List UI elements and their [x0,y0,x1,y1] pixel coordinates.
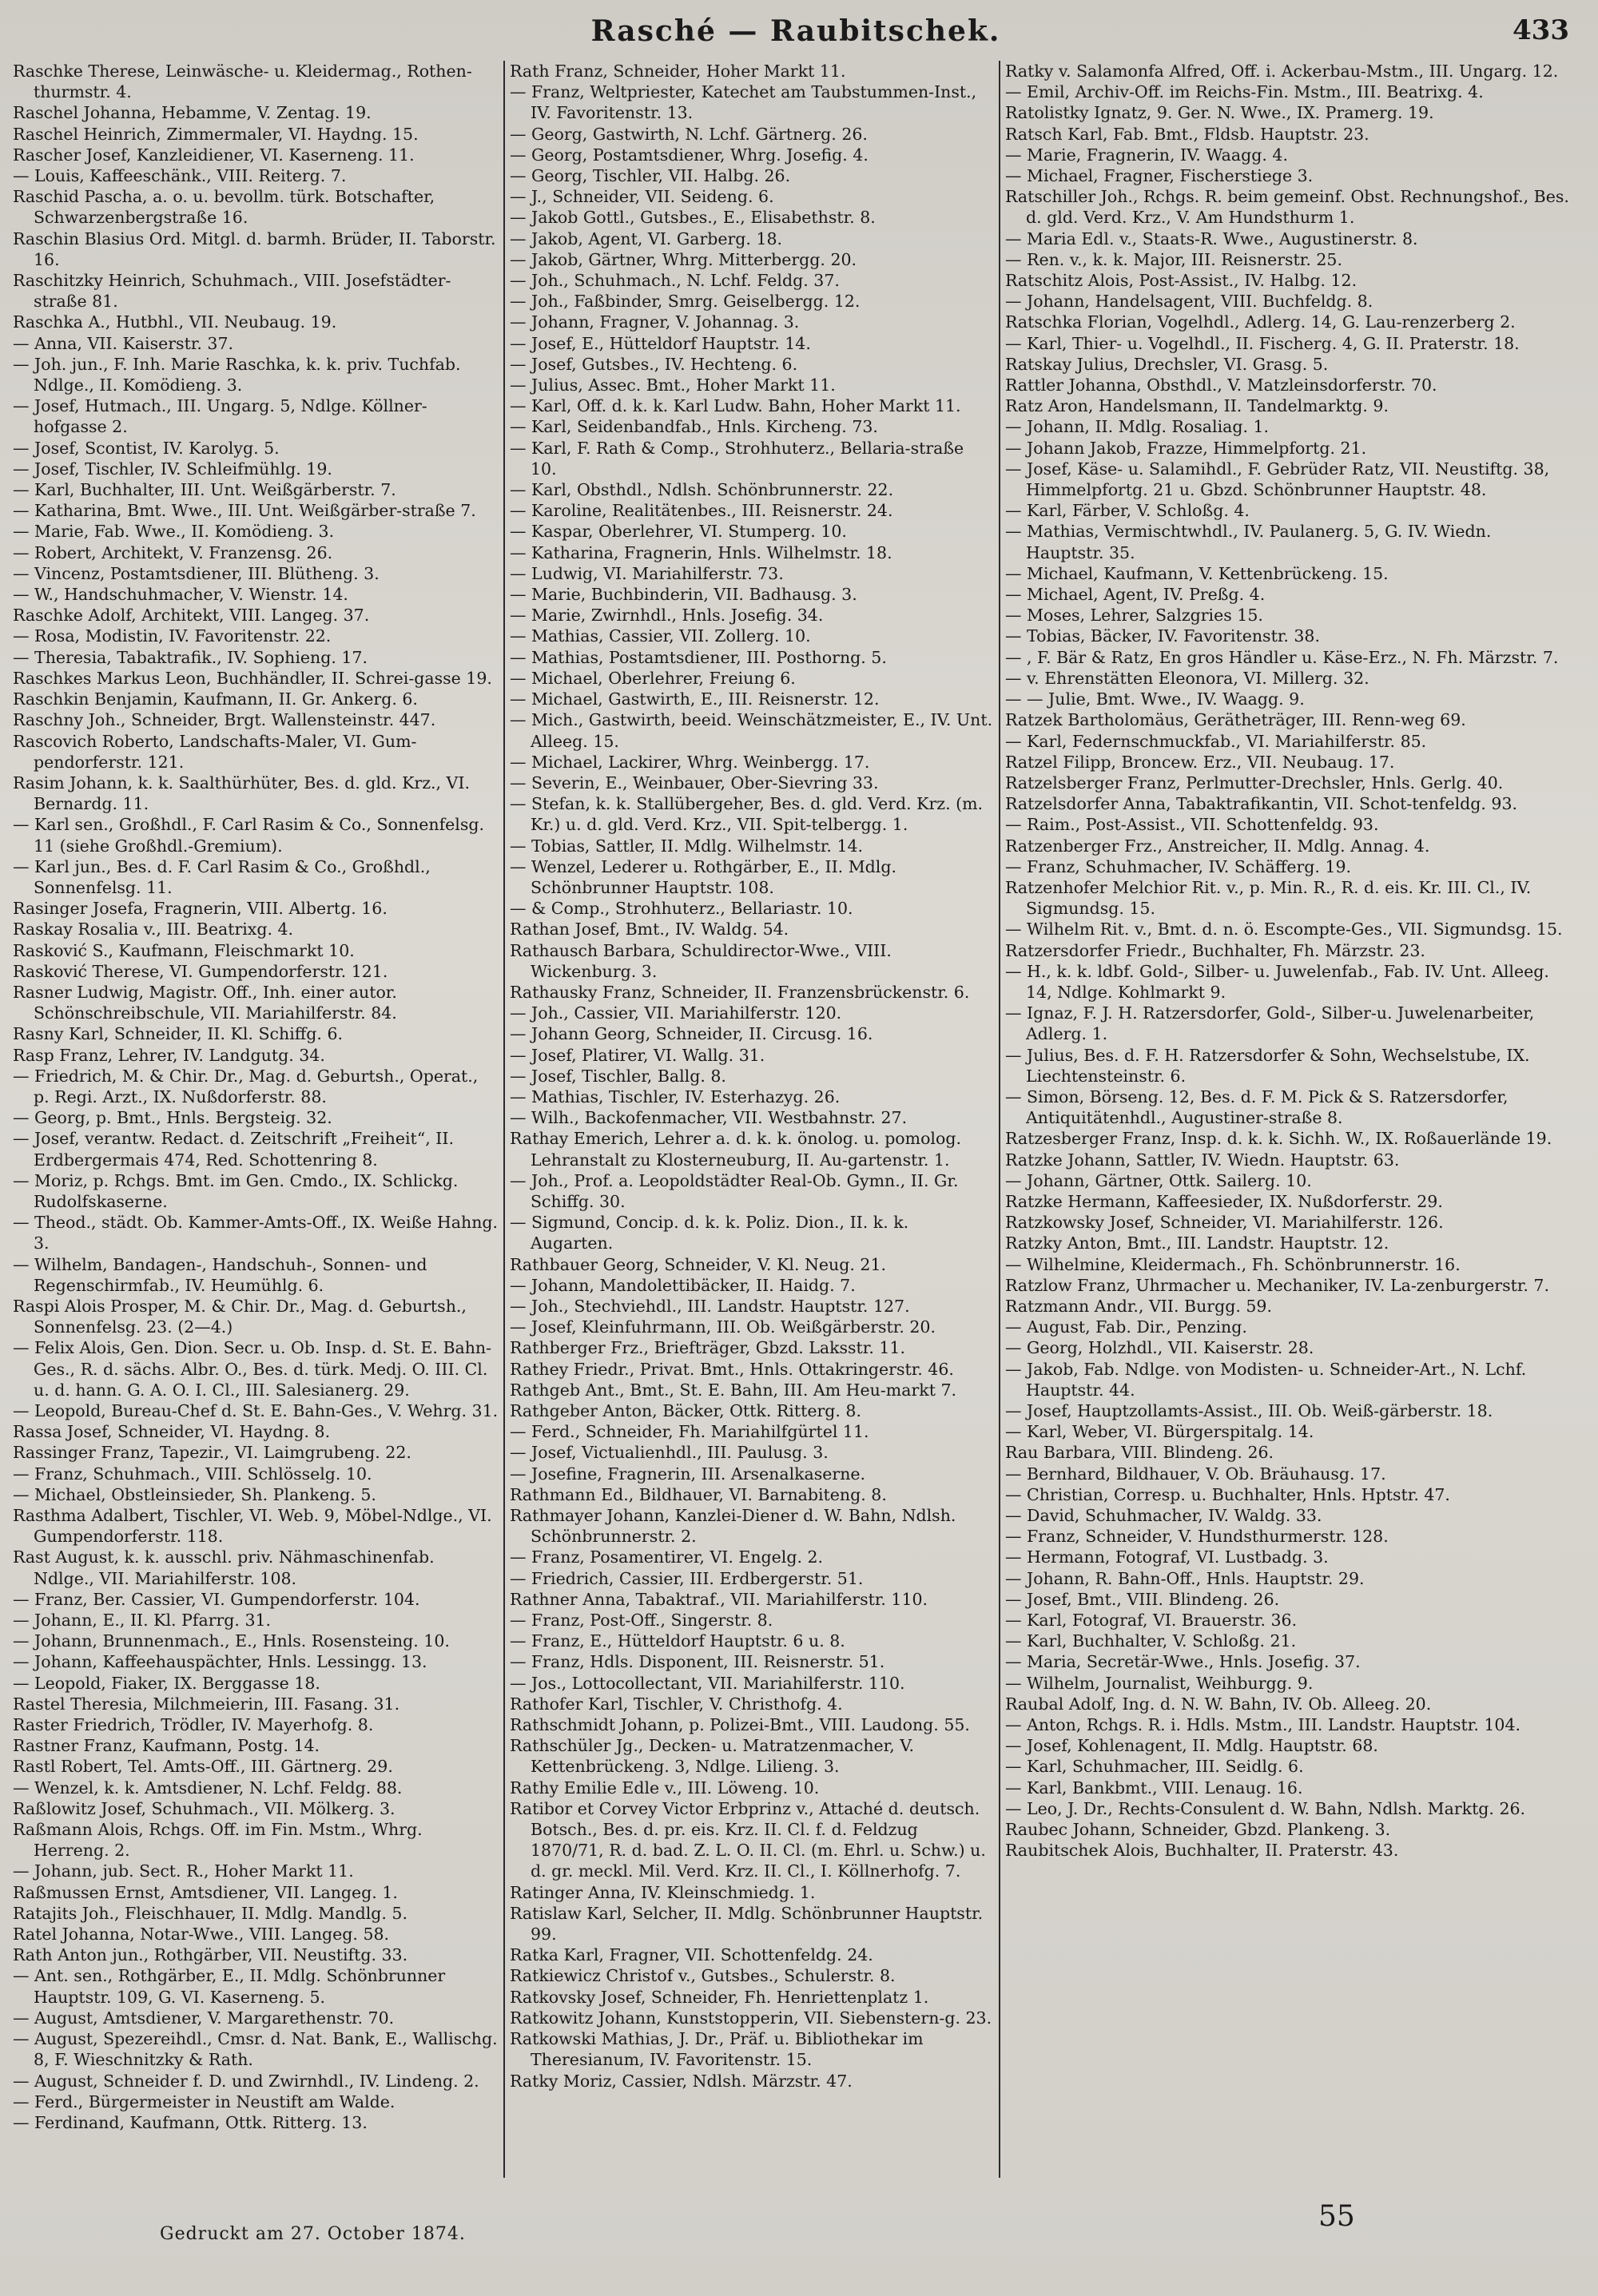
directory-entry: — H., k. k. ldbf. Gold-, Silber- u. Juwelenfab., Fab. IV. Unt. Alleeg. 14, Ndlge. Kohlmarkt 9. [1005,961,1549,1002]
directory-entry: — Felix Alois, Gen. Dion. Secr. u. Ob. Insp. d. St. E. Bahn-Ges., R. d. sächs. Albr. O., Bes. d. türk. Medj. O. III. Cl. u. d. hann. G. A. O. I. Cl., III. Salesianerg. 29. [13,1338,492,1400]
directory-entry: — Karl, Buchhalter, III. Unt. Weißgärberstr. 7. [13,480,396,500]
directory-entry: — Michael, Kaufmann, V. Kettenbrückeng. 15. [1005,563,1389,583]
directory-entry: — Ant. sen., Rothgärber, E., II. Mdlg. Schönbrunner Hauptstr. 109, G. VI. Kaserneng. 5. [13,1966,446,2007]
directory-entry: — Mathias, Tischler, IV. Esterhazyg. 26. [510,1086,841,1106]
directory-entry: Raschkes Markus Leon, Buchhändler, II. Schrei-gasse 19. [13,668,492,688]
directory-entry: — Joh., Faßbinder, Smrg. Geiselbergg. 12. [510,292,861,312]
directory-entry: Raschid Pascha, a. o. u. bevollm. türk. Botschafter, Schwarzenbergstraße 16. [13,187,435,228]
directory-entry: — & Comp., Strohhuterz., Bellariastr. 10. [510,899,853,919]
directory-entry: Ratel Johanna, Notar-Wwe., VIII. Langeg. 58. [13,1925,390,1944]
directory-entry: — Karl, Schuhmacher, III. Seidlg. 6. [1005,1757,1304,1777]
directory-entry: — Hermann, Fotograf, VI. Lustbadg. 3. [1005,1547,1329,1567]
directory-entry: — Bernhard, Bildhauer, V. Ob. Bräuhausg. 17. [1005,1464,1386,1484]
directory-entry: Ratzesberger Franz, Insp. d. k. k. Sichh. W., IX. Roßauerlände 19. [1005,1129,1552,1149]
directory-entry: Raspi Alois Prosper, M. & Chir. Dr., Mag. d. Geburtsh., Sonnenfelsg. 23. (2—4.) [13,1296,467,1337]
directory-entry: — Wenzel, k. k. Amtsdiener, N. Lchf. Feldg. 88. [13,1778,403,1797]
directory-entry: — Michael, Obstleinsieder, Sh. Plankeng. 5. [13,1484,376,1504]
directory-entry: — Joh. jun., F. Inh. Marie Raschka, k. k. priv. Tuchfab. Ndlge., II. Komödieng. 3. [13,354,461,395]
directory-entry: — Robert, Architekt, V. Franzensg. 26. [13,542,333,562]
directory-entry: Raubitschek Alois, Buchhalter, II. Praterstr. 43. [1005,1841,1399,1861]
directory-entry: Rasković S., Kaufmann, Fleischmarkt 10. [13,940,355,960]
directory-entry: — Johann, R. Bahn-Off., Hnls. Hauptstr. 29. [1005,1568,1365,1588]
directory-entry: — Leopold, Fiaker, IX. Berggasse 18. [13,1673,320,1693]
directory-entry: — Severin, E., Weinbauer, Ober-Sievring 33. [510,773,879,792]
directory-entry: Rath Anton jun., Rothgärber, VII. Neustiftg. 33. [13,1945,408,1965]
directory-entry: Rathay Emerich, Lehrer a. d. k. k. önolog. u. pomolog. Lehranstalt zu Klosterneuburg, II. Au-gartenstr. 1. [510,1129,961,1170]
directory-entry: — Julius, Assec. Bmt., Hoher Markt 11. [510,375,836,395]
directory-entry: Rathausky Franz, Schneider, II. Franzensbrückenstr. 6. [510,982,970,1002]
directory-entry: Rathy Emilie Edle v., III. Löweng. 10. [510,1778,820,1797]
directory-entry: Raster Friedrich, Trödler, IV. Mayerhofg. 8. [13,1715,374,1735]
directory-entry: — August, Amtsdiener, V. Margarethenstr. 70. [13,2008,395,2028]
directory-entry: — Franz, Post-Off., Singerstr. 8. [510,1611,773,1631]
directory-entry: Rathgeber Anton, Bäcker, Ottk. Ritterg. 8. [510,1401,861,1420]
directory-entry: — Rosa, Modistin, IV. Favoritenstr. 22. [13,626,332,646]
directory-entry: Ratzke Johann, Sattler, IV. Wiedn. Hauptstr. 63. [1005,1150,1400,1170]
directory-entry: — Franz, Schuhmacher, IV. Schäfferg. 19. [1005,856,1352,876]
directory-entry: Ratschka Florian, Vogelhdl., Adlerg. 14, G. Lau-renzerberg 2. [1005,312,1516,332]
directory-entry: — Joh., Schuhmach., N. Lchf. Feldg. 37. [510,271,840,291]
directory-entry: Rascher Josef, Kanzleidiener, VI. Kaserneng. 11. [13,145,415,165]
directory-entry: Rau Barbara, VIII. Blindeng. 26. [1005,1443,1274,1463]
directory-entry: Rasković Therese, VI. Gumpendorferstr. 121. [13,961,388,981]
directory-entry: — Marie, Fab. Wwe., II. Komödieng. 3. [13,522,335,542]
directory-entry: Raschke Therese, Leinwäsche- u. Kleidermag., Rothen-thurmstr. 4. [13,62,472,102]
directory-entry: — Josef, verantw. Redact. d. Zeitschrift „Freiheit“, II. Erdbergermais 474, Red. Schottenring 8. [13,1129,455,1170]
print-date: Gedruckt am 27. October 1874. [160,2224,466,2244]
column-left [8,61,505,2178]
directory-entry: — Johann, jub. Sect. R., Hoher Markt 11. [13,1861,354,1881]
directory-entry: Rathschmidt Johann, p. Polizei-Bmt., VIII. Laudong. 55. [510,1715,970,1735]
directory-entry: — Karl, Bankbmt., VIII. Lenaug. 16. [1005,1778,1303,1797]
directory-entry: — Sigmund, Concip. d. k. k. Poliz. Dion., II. k. k. Augarten. [510,1213,909,1253]
directory-entry: Ratkovsky Josef, Schneider, Fh. Henriettenplatz 1. [510,1987,929,2007]
directory-entry: Ratibor et Corvey Victor Erbprinz v., Attaché d. deutsch. Botsch., Bes. d. pr. eis. Krz. II. Cl. f. d. Feldzug 1870/71, R. d. bad. Z. L. O. II. Cl. (m. Ehrl. u. Schw.) u. d. gr. meckl. Mil. Verd. Krz. II. Cl., I. Köllnerhofg. 7. [510,1798,986,1881]
directory-entry: Ratislaw Karl, Selcher, II. Mdlg. Schönbrunner Hauptstr. 99. [510,1903,984,1944]
directory-entry: — Anton, Rchgs. R. i. Hdls. Mstm., III. Landstr. Hauptstr. 104. [1005,1715,1521,1735]
directory-entry: — Simon, Börseng. 12, Bes. d. F. M. Pick & S. Ratzersdorfer, Antiquitätenhdl., Augustiner-straße 8. [1005,1086,1509,1128]
directory-entry: — Anna, VII. Kaiserstr. 37. [13,333,233,353]
directory-entry: Ratkiewicz Christof v., Gutsbes., Schulerstr. 8. [510,1966,896,1986]
directory-entry: Ratkowski Mathias, J. Dr., Präf. u. Bibliothekar im Theresianum, IV. Favoritenstr. 15. [510,2029,924,2070]
directory-entry: Raßmussen Ernst, Amtsdiener, VII. Langeg. 1. [13,1882,398,1902]
directory-entry: — Theresia, Tabaktrafik., IV. Sophieng. 17. [13,647,368,667]
directory-entry: — Georg, Tischler, VII. Halbg. 26. [510,166,791,186]
directory-entry: — Johann, E., II. Kl. Pfarrg. 31. [13,1611,272,1631]
directory-entry: Rasp Franz, Lehrer, IV. Landgutg. 34. [13,1045,325,1065]
directory-entry: — Michael, Gastwirth, E., III. Reisnerstr. 12. [510,689,880,709]
directory-entry: — Franz, Schneider, V. Hundsthurmerstr. 128. [1005,1527,1389,1547]
page-footer [0,2200,1598,2248]
directory-entry: Raschke Adolf, Architekt, VIII. Langeg. 37. [13,606,370,626]
directory-entry: — Theod., städt. Ob. Kammer-Amts-Off., IX. Weiße Hahng. 3. [13,1213,499,1253]
directory-entry: — Karl, Buchhalter, V. Schloßg. 21. [1005,1631,1297,1651]
directory-entry: — Ren. v., k. k. Major, III. Reisnerstr. 25. [1005,249,1342,269]
directory-entry: Ratzkowsky Josef, Schneider, VI. Mariahilferstr. 126. [1005,1213,1444,1233]
directory-entry: Rathan Josef, Bmt., IV. Waldg. 54. [510,920,789,939]
directory-entry: Rasthma Adalbert, Tischler, VI. Web. 9, Möbel-Ndlge., VI. Gumpendorferstr. 118. [13,1506,492,1547]
directory-entry: Rathey Friedr., Privat. Bmt., Hnls. Ottakringerstr. 46. [510,1359,954,1379]
directory-entry: — Georg, Gastwirth, N. Lchf. Gärtnerg. 26. [510,124,868,144]
directory-entry: — Karl sen., Großhdl., F. Carl Rasim & Co., Sonnenfelsg. 11 (siehe Großhdl.-Gremium). [13,815,485,856]
directory-entry: — Tobias, Bäcker, IV. Favoritenstr. 38. [1005,626,1320,646]
directory-entry: Ratz Aron, Handelsmann, II. Tandelmarktg. 9. [1005,396,1389,416]
directory-entry: Ratzke Hermann, Kaffeesieder, IX. Nußdorferstr. 29. [1005,1191,1443,1211]
directory-entry: Raschel Johanna, Hebamme, V. Zentag. 19. [13,103,372,123]
directory-entry: Rasner Ludwig, Magistr. Off., Inh. einer autor. Schönschreibschule, VII. Mariahilferstr. 84. [13,982,397,1023]
directory-entry: — Joh., Cassier, VII. Mariahilferstr. 120. [510,1003,842,1023]
directory-entry: — Josef, Kleinfuhrmann, III. Ob. Weißgärberstr. 20. [510,1317,936,1337]
directory-entry: — August, Schneider f. D. und Zwirnhdl., IV. Lindeng. 2. [13,2071,479,2091]
directory-entry: Ratzlow Franz, Uhrmacher u. Mechaniker, IV. La-zenburgerstr. 7. [1005,1275,1549,1295]
directory-entry: Ratzky Anton, Bmt., III. Landstr. Hauptstr. 12. [1005,1233,1389,1253]
directory-entry: — Johann, II. Mdlg. Rosaliag. 1. [1005,417,1270,437]
directory-entry: — Wilhelmine, Kleidermach., Fh. Schönbrunnerstr. 16. [1005,1254,1461,1274]
directory-entry: — Michael, Agent, IV. Preßg. 4. [1005,585,1266,605]
directory-entry: — Julius, Bes. d. F. H. Ratzersdorfer & Sohn, Wechselstube, IX. Liechtensteinstr. 6. [1005,1045,1530,1086]
directory-entry: Rast August, k. k. ausschl. priv. Nähmaschinenfab. Ndlge., VII. Mariahilferstr. 108. [13,1547,435,1588]
directory-entry: — Jakob, Agent, VI. Garberg. 18. [510,228,783,248]
directory-entry: — W., Handschuhmacher, V. Wienstr. 14. [13,585,348,605]
directory-entry: Rathner Anna, Tabaktraf., VII. Mariahilferstr. 110. [510,1589,928,1609]
directory-entry: Rathschüler Jg., Decken- u. Matratzenmacher, V. Kettenbrückeng. 3, Ndlge. Lilieng. 3. [510,1736,914,1777]
directory-entry: — Franz, Posamentirer, VI. Engelg. 2. [510,1547,824,1567]
directory-entry: — Karl, Weber, VI. Bürgerspitalg. 14. [1005,1422,1314,1442]
directory-entry: — Mathias, Cassier, VII. Zollerg. 10. [510,626,811,646]
directory-entry: Rasim Johann, k. k. Saalthürhüter, Bes. d. gld. Krz., VI. Bernardg. 11. [13,773,470,814]
directory-entry: Rathmayer Johann, Kanzlei-Diener d. W. Bahn, Ndlsh. Schönbrunnerstr. 2. [510,1506,956,1547]
directory-entry: Ratzelsberger Franz, Perlmutter-Drechsler, Hnls. Gerlg. 40. [1005,773,1504,792]
directory-entry: — Johann, Fragner, V. Johannag. 3. [510,312,800,332]
directory-entry: Ratzmann Andr., VII. Burgg. 59. [1005,1296,1272,1316]
directory-entry: — Josef, Victualienhdl., III. Paulusg. 3. [510,1443,829,1463]
directory-entry: — Emil, Archiv-Off. im Reichs-Fin. Mstm., III. Beatrixg. 4. [1005,82,1484,102]
directory-entry: — Katharina, Bmt. Wwe., III. Unt. Weißgärber-straße 7. [13,501,476,521]
directory-entry: Ratky Moriz, Cassier, Ndlsh. Märzstr. 47. [510,2071,853,2091]
directory-entry: — Wilhelm, Bandagen-, Handschuh-, Sonnen- und Regenschirmfab., IV. Heumühlg. 6. [13,1254,427,1295]
directory-entry: Rathbauer Georg, Schneider, V. Kl. Neug. 21. [510,1254,887,1274]
directory-entry: — Karoline, Realitätenbes., III. Reisnerstr. 24. [510,501,893,521]
directory-entry: — August, Fab. Dir., Penzing. [1005,1317,1247,1337]
directory-entry: — Ludwig, VI. Mariahilferstr. 73. [510,563,784,583]
directory-entry: — Franz, Weltpriester, Katechet am Taubstummen-Inst., IV. Favoritenstr. 13. [510,82,977,123]
directory-entry: — Jos., Lottocollectant, VII. Mariahilferstr. 110. [510,1673,905,1693]
directory-entry: Raubec Johann, Schneider, Gbzd. Plankeng. 3. [1005,1820,1391,1840]
directory-entry: — Mathias, Postamtsdiener, III. Posthorng. 5. [510,647,887,667]
directory-entry: Rathmann Ed., Bildhauer, VI. Barnabiteng. 8. [510,1484,887,1504]
directory-entry: Rathofer Karl, Tischler, V. Christhofg. 4. [510,1694,843,1714]
directory-entry: — — Julie, Bmt. Wwe., IV. Waagg. 9. [1005,689,1305,709]
directory-entry: — Josef, Kohlenagent, II. Mdlg. Hauptstr. 68. [1005,1736,1378,1756]
directory-entry: Ratzek Bartholomäus, Gerätheträger, III. Renn-weg 69. [1005,710,1466,730]
directory-entry: — Marie, Buchbinderin, VII. Badhausg. 3. [510,585,857,605]
directory-entry: Rascovich Roberto, Landschafts-Maler, VI. Gum-pendorferstr. 121. [13,731,417,772]
signature-mark: 55 [1318,2200,1355,2233]
directory-entry: Raschin Blasius Ord. Mitgl. d. barmh. Brüder, II. Taborstr. 16. [13,228,496,269]
directory-entry: — Karl, F. Rath & Comp., Strohhuterz., Bellaria-straße 10. [510,438,964,479]
directory-entry: — Josef, Gutsbes., IV. Hechteng. 6. [510,354,798,374]
directory-entry: Raschka A., Hutbhl., VII. Neubaug. 19. [13,312,337,332]
column-right [1000,61,1574,2178]
directory-entry: — Franz, E., Hütteldorf Hauptstr. 6 u. 8. [510,1631,845,1651]
directory-entry: — Michael, Oberlehrer, Freiung 6. [510,668,796,688]
directory-entry: Raßmann Alois, Rchgs. Off. im Fin. Mstm., Whrg. Herreng. 2. [13,1820,423,1861]
directory-entry: Rassa Josef, Schneider, VI. Haydng. 8. [13,1422,331,1442]
column-middle [505,61,1000,2178]
directory-entry: Ratky v. Salamonfa Alfred, Off. i. Ackerbau-Mstm., III. Ungarg. 12. [1005,62,1559,81]
directory-entry: — Leopold, Bureau-Chef d. St. E. Bahn-Ges., V. Wehrg. 31. [13,1401,499,1420]
directory-entry: Rathausch Barbara, Schuldirector-Wwe., VIII. Wickenburg. 3. [510,940,892,981]
directory-entry: Raubal Adolf, Ing. d. N. W. Bahn, IV. Ob. Alleeg. 20. [1005,1694,1432,1714]
directory-entry: — Wilhelm, Journalist, Weihburgg. 9. [1005,1673,1314,1693]
directory-entry: — Ferdinand, Kaufmann, Ottk. Ritterg. 13. [13,2112,368,2132]
directory-entry: — Karl, Seidenbandfab., Hnls. Kircheng. 73. [510,417,878,437]
directory-entry: Ratzelsdorfer Anna, Tabaktrafikantin, VII. Schot-tenfeldg. 93. [1005,794,1518,814]
directory-entry: — , F. Bär & Ratz, En gros Händler u. Käse-Erz., N. Fh. Märzstr. 7. [1005,647,1559,667]
directory-entry: — Karl, Off. d. k. k. Karl Ludw. Bahn, Hoher Markt 11. [510,396,961,416]
directory-entry: — Georg, Holzhdl., VII. Kaiserstr. 28. [1005,1338,1314,1358]
directory-entry: — Wilh., Backofenmacher, VII. Westbahnstr. 27. [510,1108,908,1128]
directory-entry: — Maria, Secretär-Wwe., Hnls. Josefig. 37. [1005,1652,1361,1672]
page-header [14,11,1577,58]
directory-entry: Ratschitz Alois, Post-Assist., IV. Halbg. 12. [1005,271,1358,291]
directory-entry: — Georg, Postamtsdiener, Whrg. Josefig. 4. [510,145,869,165]
directory-entry: Ratzenhofer Melchior Rit. v., p. Min. R., R. d. eis. Kr. III. Cl., IV. Sigmundsg. 15. [1005,877,1532,919]
directory-entry: Raßlowitz Josef, Schuhmach., VII. Mölkerg. 3. [13,1798,396,1818]
directory-entry: Raschny Joh., Schneider, Brgt. Wallensteinstr. 447. [13,710,436,730]
directory-entry: — Joh., Stechviehdl., III. Landstr. Hauptstr. 127. [510,1296,910,1316]
directory-entry: — Johann, Handelsagent, VIII. Buchfeldg. 8. [1005,292,1373,312]
directory-entry: Rattler Johanna, Obsthdl., V. Matzleinsdorferstr. 70. [1005,375,1437,395]
directory-entry: — Raim., Post-Assist., VII. Schottenfeldg. 93. [1005,815,1379,835]
directory-entry: Raschel Heinrich, Zimmermaler, VI. Haydng. 15. [13,124,419,144]
directory-entry: — Josefine, Fragnerin, III. Arsenalkaserne. [510,1464,866,1484]
directory-entry: — Josef, Tischler, IV. Schleifmühlg. 19. [13,459,332,479]
directory-entry: Ratka Karl, Fragner, VII. Schottenfeldg. 24. [510,1945,873,1965]
directory-entry: — Joh., Prof. a. Leopoldstädter Real-Ob. Gymn., II. Gr. Schiffg. 30. [510,1170,959,1211]
directory-entry: — Johann, Kaffeehauspächter, Hnls. Lessingg. 13. [13,1652,427,1672]
entry-columns [8,61,1574,2178]
directory-entry: — Georg, p. Bmt., Hnls. Bergsteig. 32. [13,1108,332,1128]
directory-entry: Rathgeb Ant., Bmt., St. E. Bahn, III. Am Heu-markt 7. [510,1380,957,1400]
directory-entry: Ratsch Karl, Fab. Bmt., Fldsb. Hauptstr. 23. [1005,124,1369,144]
directory-entry: Ratskay Julius, Drechsler, VI. Grasg. 5. [1005,354,1329,374]
directory-entry: — Michael, Lackirer, Whrg. Weinbergg. 17. [510,752,870,772]
directory-entry: — Johann, Brunnenmach., E., Hnls. Rosensteing. 10. [13,1631,450,1651]
directory-entry: — Moriz, p. Rchgs. Bmt. im Gen. Cmdo., IX. Schlickg. Rudolfskaserne. [13,1170,459,1211]
directory-entry: — Friedrich, Cassier, III. Erdbergerstr. 51. [510,1568,864,1588]
directory-entry: — Josef, Tischler, Ballg. 8. [510,1066,726,1086]
directory-entry: Rasinger Josefa, Fragnerin, VIII. Albertg. 16. [13,899,388,919]
directory-entry: — Johann Georg, Schneider, II. Circusg. 16. [510,1024,873,1044]
directory-entry: Raschitzky Heinrich, Schuhmach., VIII. Josefstädter-straße 81. [13,271,451,312]
directory-entry: — Ferd., Bürgermeister in Neustift am Walde. [13,2091,396,2111]
directory-entry: — Leo, J. Dr., Rechts-Consulent d. W. Bahn, Ndlsh. Marktg. 26. [1005,1798,1526,1818]
directory-entry: — Franz, Hdls. Disponent, III. Reisnerstr. 51. [510,1652,885,1672]
directory-entry: Rathberger Frz., Briefträger, Gbzd. Laksstr. 11. [510,1338,905,1358]
directory-entry: — Tobias, Sattler, II. Mdlg. Wilhelmstr. 14. [510,836,864,856]
directory-entry: — J., Schneider, VII. Seideng. 6. [510,187,774,207]
directory-entry: — Johann Jakob, Frazze, Himmelpfortg. 21. [1005,438,1367,458]
directory-entry: — Vincenz, Postamtsdiener, III. Blütheng. 3. [13,563,380,583]
directory-entry: — Michael, Fragner, Fischerstiege 3. [1005,166,1314,186]
directory-entry: — Josef, Hauptzollamts-Assist., III. Ob. Weiß-gärberstr. 18. [1005,1401,1493,1420]
directory-entry: — Stefan, k. k. Stallübergeher, Bes. d. gld. Verd. Krz. (m. Kr.) u. d. gld. Verd. Krz., VII. Spit-telbergg. 1. [510,794,984,835]
directory-entry: — Karl, Obsthdl., Ndlsh. Schönbrunnerstr. 22. [510,480,894,500]
directory-entry: — Franz, Ber. Cassier, VI. Gumpendorferstr. 104. [13,1589,420,1609]
directory-entry: — Mich., Gastwirth, beeid. Weinschätzmeister, E., IV. Unt. Alleeg. 15. [510,710,993,751]
directory-entry: — Karl, Federnschmuckfab., VI. Mariahilferstr. 85. [1005,731,1427,751]
directory-entry: — Johann, Gärtner, Ottk. Sailerg. 10. [1005,1170,1312,1190]
directory-entry: Ratajits Joh., Fleischhauer, II. Mdlg. Mandlg. 5. [13,1903,407,1923]
directory-entry: — Ferd., Schneider, Fh. Mariahilfgürtel 11. [510,1422,869,1442]
directory-entry: — Louis, Kaffeeschänk., VIII. Reiterg. 7. [13,166,347,186]
directory-entry: — Jakob, Fab. Ndlge. von Modisten- u. Schneider-Art., N. Lchf. Hauptstr. 44. [1005,1359,1527,1400]
directory-entry: — Kaspar, Oberlehrer, VI. Stumperg. 10. [510,522,847,542]
directory-entry: Ratolistky Ignatz, 9. Ger. N. Wwe., IX. Pramerg. 19. [1005,103,1434,123]
directory-entry: — Marie, Fragnerin, IV. Waagg. 4. [1005,145,1288,165]
directory-entry: Raschkin Benjamin, Kaufmann, II. Gr. Ankerg. 6. [13,689,418,709]
directory-entry: — Johann, Mandolettibäcker, II. Haidg. 7. [510,1275,856,1295]
directory-entry: — Josef, Bmt., VIII. Blindeng. 26. [1005,1589,1280,1609]
directory-entry: Rastel Theresia, Milchmeierin, III. Fasang. 31. [13,1694,400,1714]
directory-entry: — Ignaz, F. J. H. Ratzersdorfer, Gold-, Silber-u. Juwelenarbeiter, Adlerg. 1. [1005,1003,1535,1044]
directory-entry: Ratzenberger Frz., Anstreicher, II. Mdlg. Annag. 4. [1005,836,1430,856]
directory-entry: — Katharina, Fragnerin, Hnls. Wilhelmstr. 18. [510,542,892,562]
directory-entry: Rassinger Franz, Tapezir., VI. Laimgrubeng. 22. [13,1443,411,1463]
directory-entry: — Moses, Lehrer, Salzgries 15. [1005,606,1263,626]
directory-entry: — Maria Edl. v., Staats-R. Wwe., Augustinerstr. 8. [1005,228,1418,248]
directory-entry: Rastner Franz, Kaufmann, Postg. 14. [13,1736,320,1756]
directory-entry: Rasny Karl, Schneider, II. Kl. Schiffg. 6. [13,1024,344,1044]
directory-entry: — Jakob Gottl., Gutsbes., E., Elisabethstr. 8. [510,208,876,228]
directory-entry: — Franz, Schuhmach., VIII. Schlösselg. 10. [13,1464,372,1484]
directory-entry: Ratkowitz Johann, Kunststopperin, VII. Siebenstern-g. 23. [510,2008,992,2028]
directory-entry: — Karl, Färber, V. Schloßg. 4. [1005,501,1250,521]
directory-entry: — August, Spezereihdl., Cmsr. d. Nat. Bank, E., Wallischg. 8, F. Wieschnitzky & Rath. [13,2029,498,2070]
directory-entry: — Karl, Fotograf, VI. Brauerstr. 36. [1005,1611,1298,1631]
directory-entry: Ratzersdorfer Friedr., Buchhalter, Fh. Märzstr. 23. [1005,940,1425,960]
directory-entry: — Wilhelm Rit. v., Bmt. d. n. ö. Escompte-Ges., VII. Sigmundsg. 15. [1005,920,1563,939]
directory-entry: — Josef, Käse- u. Salamihdl., F. Gebrüder Ratz, VII. Neustiftg. 38, Himmelpfortg. 21 u. Gbzd. Schönbrunner Hauptstr. 48. [1005,459,1550,500]
directory-entry: — v. Ehrenstätten Eleonora, VI. Millerg. 32. [1005,668,1369,688]
directory-entry: — Christian, Corresp. u. Buchhalter, Hnls. Hptstr. 47. [1005,1484,1450,1504]
directory-entry: Rastl Robert, Tel. Amts-Off., III. Gärtnerg. 29. [13,1757,393,1777]
directory-entry: Ratschiller Joh., Rchgs. R. beim gemeinf. Obst. Rechnungshof., Bes. d. gld. Verd. Krz., V. Am Hundsthurm 1. [1005,187,1569,228]
page-number: 433 [1513,14,1569,46]
directory-entry: Rath Franz, Schneider, Hoher Markt 11. [510,62,846,81]
directory-entry: — Josef, Hutmach., III. Ungarg. 5, Ndlge. Köllner-hofgasse 2. [13,396,427,437]
directory-entry: — Josef, E., Hütteldorf Hauptstr. 14. [510,333,811,353]
directory-entry: — Karl, Thier- u. Vogelhdl., II. Fischerg. 4, G. II. Praterstr. 18. [1005,333,1520,353]
directory-entry: — David, Schuhmacher, IV. Waldg. 33. [1005,1506,1322,1526]
directory-entry: — Jakob, Gärtner, Whrg. Mitterbergg. 20. [510,249,857,269]
directory-entry: — Marie, Zwirnhdl., Hnls. Josefig. 34. [510,606,824,626]
directory-entry: Ratzel Filipp, Broncew. Erz., VII. Neubaug. 17. [1005,752,1395,772]
directory-entry: — Karl jun., Bes. d. F. Carl Rasim & Co., Großhdl., Sonnenfelsg. 11. [13,856,431,897]
directory-entry: Raskay Rosalia v., III. Beatrixg. 4. [13,920,294,939]
directory-entry: — Josef, Scontist, IV. Karolyg. 5. [13,438,280,458]
running-head: Rasché — Raubitschek. [590,14,1001,48]
directory-entry: Ratinger Anna, IV. Kleinschmiedg. 1. [510,1882,816,1902]
directory-entry: — Mathias, Vermischtwhdl., IV. Paulanerg. 5, G. IV. Wiedn. Hauptstr. 35. [1005,522,1492,562]
directory-entry: — Friedrich, M. & Chir. Dr., Mag. d. Geburtsh., Operat., p. Regi. Arzt., IX. Nußdorferstr. 88. [13,1066,479,1106]
directory-entry: — Josef, Platirer, VI. Wallg. 31. [510,1045,765,1065]
directory-entry: — Wenzel, Lederer u. Rothgärber, E., II. Mdlg. Schönbrunner Hauptstr. 108. [510,856,897,897]
